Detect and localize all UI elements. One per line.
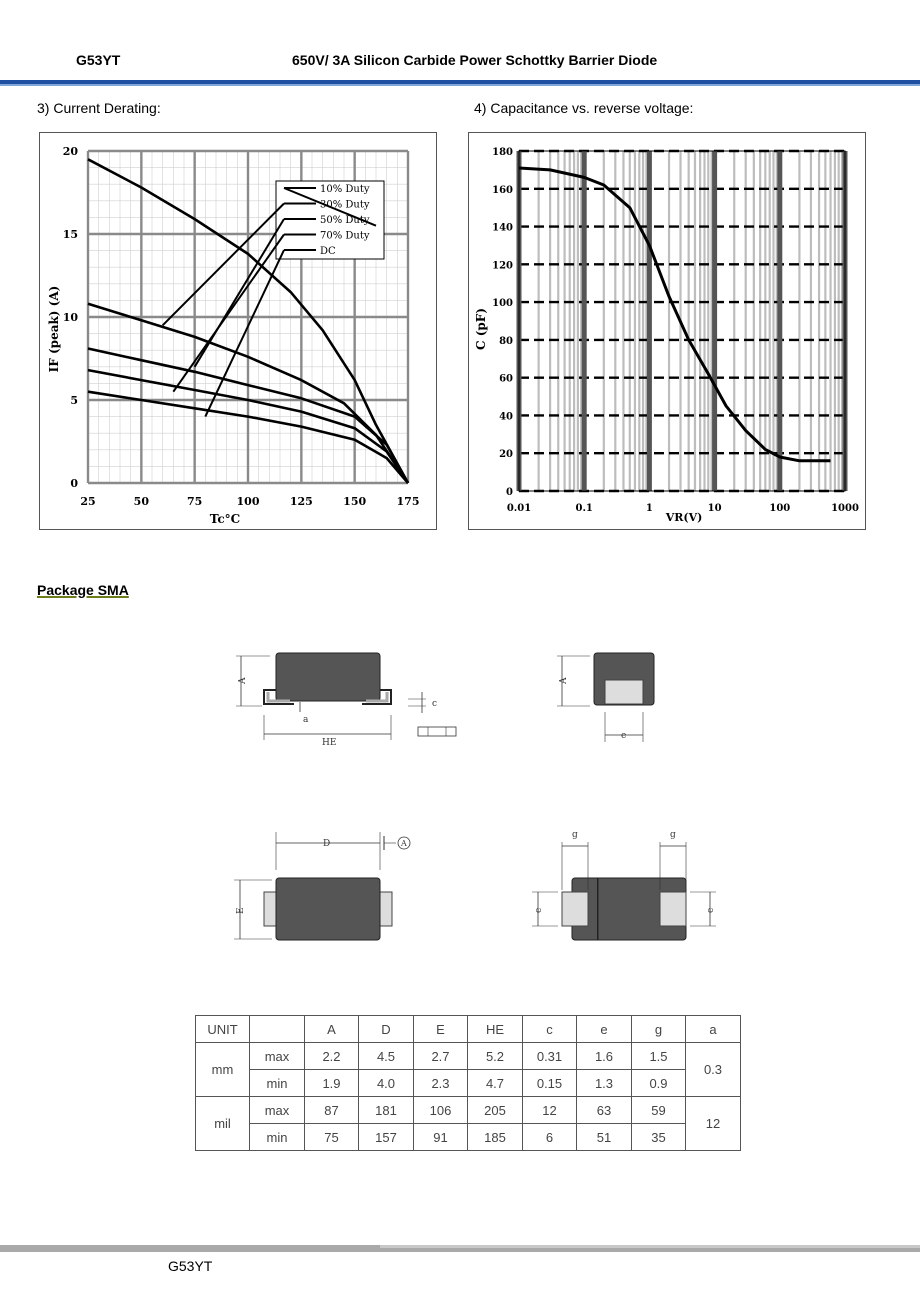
table-sub-cell: max — [250, 1097, 305, 1124]
side-view-drawing — [236, 653, 456, 748]
legend-entry: 10% Duty — [320, 184, 370, 195]
table-cell: 1.3 — [577, 1070, 632, 1097]
table-cell: 185 — [468, 1124, 523, 1151]
table-header-cell: UNIT — [196, 1016, 250, 1043]
top-view-drawing — [234, 832, 410, 940]
y-tick-label: 20 — [62, 145, 78, 158]
table-header-row — [196, 1016, 741, 1043]
table-cell: 75 — [305, 1124, 359, 1151]
plot-frame — [519, 151, 845, 491]
table-sub-cell: min — [250, 1070, 305, 1097]
table-header-cell: HE — [468, 1016, 523, 1043]
table-cell: 1.9 — [305, 1070, 359, 1097]
current-derating-xlabel: Tc°C — [209, 512, 241, 526]
dim-label-A-end: A — [559, 677, 569, 684]
dim-label-A: A — [238, 677, 248, 684]
series-line — [519, 168, 831, 461]
table-sub-cell: max — [250, 1043, 305, 1070]
table-row — [196, 1043, 741, 1070]
table-cell: 91 — [414, 1124, 468, 1151]
header-divider-light — [0, 84, 920, 86]
table-cell: 51 — [577, 1124, 632, 1151]
x-tick-label: 25 — [80, 495, 96, 508]
x-tick-label: 100 — [236, 495, 260, 508]
dim-label-He: HE — [322, 738, 337, 748]
legend-entry: DC — [320, 246, 336, 257]
table-cell: 1.5 — [632, 1043, 686, 1070]
current-derating-ylabel: IF (peak) (A) — [47, 285, 61, 373]
header-title: 650V/ 3A Silicon Carbide Power Schottky Barrier Diode — [292, 52, 658, 68]
x-tick-label: 175 — [396, 495, 420, 508]
section-capacitance: 4) Capacitance vs. reverse voltage: — [474, 100, 694, 116]
table-header-cell: a — [686, 1016, 741, 1043]
datum-A-label: A — [401, 839, 407, 848]
table-cell: 63 — [577, 1097, 632, 1124]
y-tick-label: 5 — [70, 394, 78, 407]
table-cell: 0.9 — [632, 1070, 686, 1097]
table-cell: 157 — [359, 1124, 414, 1151]
table-cell: 4.5 — [359, 1043, 414, 1070]
current-derating-chart — [40, 133, 436, 529]
table-cell: 1.6 — [577, 1043, 632, 1070]
header-part-number: G53YT — [76, 52, 121, 68]
legend-leader — [163, 204, 284, 326]
dim-label-E: E — [236, 907, 246, 914]
table-cell: 5.2 — [468, 1043, 523, 1070]
y-tick-label: 10 — [62, 311, 78, 324]
x-tick-label: 75 — [187, 495, 203, 508]
table-cell: 205 — [468, 1097, 523, 1124]
table-row — [196, 1124, 741, 1151]
table-cell: 4.0 — [359, 1070, 414, 1097]
dimension-table — [195, 1015, 741, 1151]
bottom-view-drawing — [532, 830, 716, 940]
dim-label-g-left: g — [572, 830, 578, 840]
dim-label-e: e — [621, 731, 627, 741]
table-row — [196, 1070, 741, 1097]
table-row — [196, 1097, 741, 1124]
table-header-cell: D — [359, 1016, 414, 1043]
capacitance-chart — [469, 133, 865, 529]
x-tick-label: 50 — [133, 495, 149, 508]
dim-label-g-right: g — [670, 830, 676, 840]
legend-entry: 30% Duty — [320, 199, 370, 211]
table-cell: 12 — [686, 1097, 741, 1151]
footer-part-number: G53YT — [168, 1258, 213, 1274]
y-tick-label: 80 — [499, 335, 513, 347]
y-tick-label: 120 — [492, 260, 513, 272]
table-header-cell: c — [523, 1016, 577, 1043]
y-tick-label: 60 — [499, 373, 513, 385]
dim-label-e-right: e — [706, 907, 716, 913]
x-tick-label: 100 — [769, 503, 791, 514]
current-derating-chart-frame — [39, 132, 437, 530]
y-tick-label: 100 — [492, 298, 513, 310]
legend-entry: 50% Duty — [320, 215, 370, 226]
x-tick-label: 150 — [343, 495, 367, 508]
dim-label-a: a — [303, 715, 309, 725]
footer-divider-light — [380, 1245, 920, 1248]
table-header-cell: A — [305, 1016, 359, 1043]
capacitance-ylabel: C (pF) — [474, 308, 488, 350]
dim-label-c: c — [432, 699, 438, 709]
capacitance-chart-frame — [468, 132, 866, 530]
capacitance-xlabel: VR(V) — [665, 511, 703, 524]
y-tick-label: 40 — [499, 411, 513, 423]
y-tick-label: 160 — [492, 184, 513, 196]
table-cell: 4.7 — [468, 1070, 523, 1097]
end-view-drawing — [557, 653, 654, 742]
x-tick-label: 0.01 — [506, 503, 532, 514]
package-title: Package SMA — [37, 582, 129, 598]
package-drawings — [0, 620, 920, 960]
table-cell: 0.3 — [686, 1043, 741, 1097]
table-cell: 106 — [414, 1097, 468, 1124]
x-tick-label: 125 — [289, 495, 313, 508]
table-cell: 12 — [523, 1097, 577, 1124]
x-tick-label: 10 — [707, 503, 722, 514]
legend-entry: 70% Duty — [320, 230, 370, 242]
x-tick-label: 1000 — [831, 503, 859, 514]
y-tick-label: 0 — [506, 487, 513, 498]
table-cell: 0.15 — [523, 1070, 577, 1097]
table-cell: 2.2 — [305, 1043, 359, 1070]
table-cell: 2.7 — [414, 1043, 468, 1070]
table-cell: 2.3 — [414, 1070, 468, 1097]
table-header-cell: e — [577, 1016, 632, 1043]
table-header-cell: E — [414, 1016, 468, 1043]
y-tick-label: 140 — [492, 222, 513, 234]
table-cell: 35 — [632, 1124, 686, 1151]
table-cell: 6 — [523, 1124, 577, 1151]
table-sub-cell: min — [250, 1124, 305, 1151]
table-cell: 59 — [632, 1097, 686, 1124]
table-unit-cell: mm — [196, 1043, 250, 1097]
table-cell: 181 — [359, 1097, 414, 1124]
section-current-derating: 3) Current Derating: — [37, 100, 161, 116]
x-tick-label: 1 — [645, 503, 653, 514]
table-header-cell: g — [632, 1016, 686, 1043]
dim-label-D: D — [323, 839, 331, 849]
table-unit-cell: mil — [196, 1097, 250, 1151]
table-header-cell — [250, 1016, 305, 1043]
y-tick-label: 0 — [70, 477, 78, 490]
y-tick-label: 20 — [499, 449, 513, 461]
y-tick-label: 180 — [492, 147, 513, 158]
y-tick-label: 15 — [62, 228, 78, 241]
table-cell: 0.31 — [523, 1043, 577, 1070]
dim-label-e-left: e — [534, 907, 544, 913]
table-cell: 87 — [305, 1097, 359, 1124]
x-tick-label: 0.1 — [575, 503, 593, 514]
